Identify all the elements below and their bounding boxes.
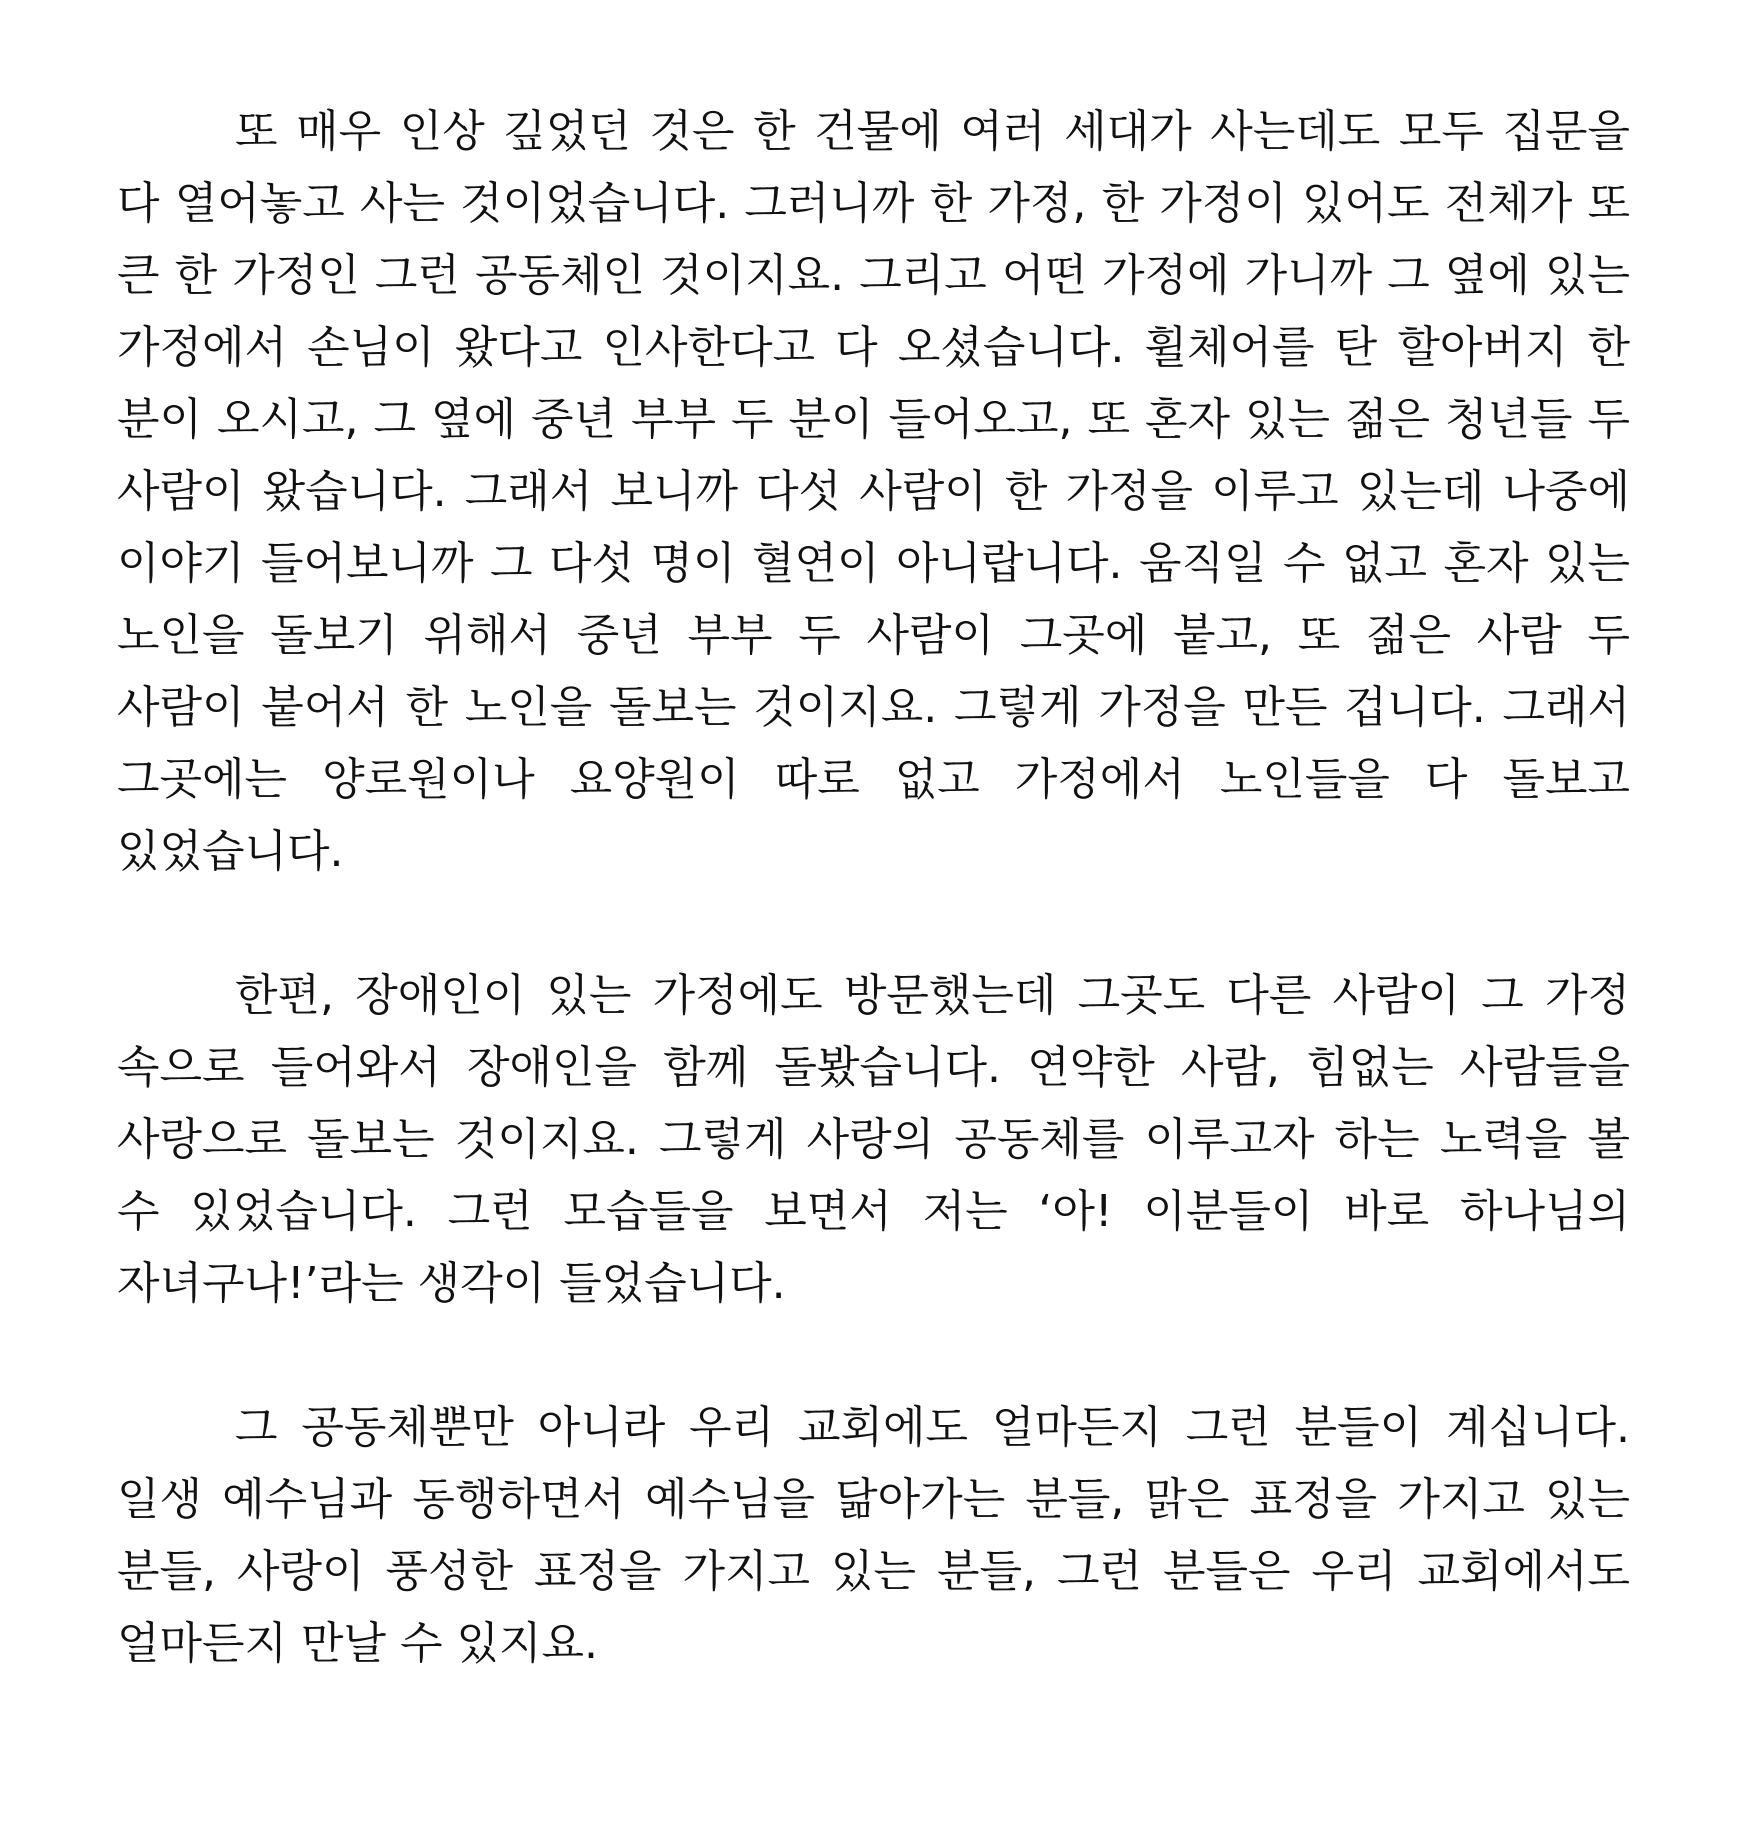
paragraph-3: 그 공동체뿐만 아니라 우리 교회에도 얼마든지 그런 분들이 계십니다. 일생 예수님과 동행하면서 예수님을 닮아가는 분들, 맑은 표정을 가지고 있는 분들, 사랑이 풍성한 표정을 가지고 있는 분들, 그런 분들은 우리 교회에서도 얼마든지 만날 수 있지요. bbox=[117, 1402, 1630, 1669]
paragraph-1: 또 매우 인상 깊었던 것은 한 건물에 여러 세대가 사는데도 모두 집문을 다 열어놓고 사는 것이었습니다. 그러니까 한 가정, 한 가정이 있어도 전체가 또 큰 한 가정인 그런 공동체인 것이지요. 그리고 어떤 가정에 가니까 그 옆에 있는 가정에서 손님이 왔다고 인사한다고 다 오셨습니다. 휠체어를 탄 할아버지 한 분이 오시고, 그 옆에 중년 부부 두 분이 들어오고, 또 혼자 있는 젊은 청년들 두 사람이 왔습니다. 그래서 보니까 다섯 사람이 한 가정을 이루고 있는데 나중에 이야기 들어보니까 그 다섯 명이 혈연이 아니랍니다. 움직일 수 없고 혼자 있는 노인을 돌보기 위해서 중년 부부 두 사람이 그곳에 붙고, 또 젊은 사람 두 사람이 붙어서 한 노인을 돌보는 것이지요. 그렇게 가정을 만든 겁니다. 그래서 그곳에는 양로원이나 요양원이 따로 없고 가정에서 노인들을 다 돌보고 있었습니다. bbox=[117, 106, 1630, 877]
document-page bbox=[117, 96, 1630, 1680]
paragraph-2: 한편, 장애인이 있는 가정에도 방문했는데 그곳도 다른 사람이 그 가정 속으로 들어와서 장애인을 함께 돌봤습니다. 연약한 사람, 힘없는 사람들을 사랑으로 돌보는 것이지요. 그렇게 사랑의 공동체를 이루고자 하는 노력을 볼 수 있었습니다. 그런 모습들을 보면서 저는 ‘아! 이분들이 바로 하나님의 자녀구나!’라는 생각이 들었습니다. bbox=[117, 970, 1630, 1309]
